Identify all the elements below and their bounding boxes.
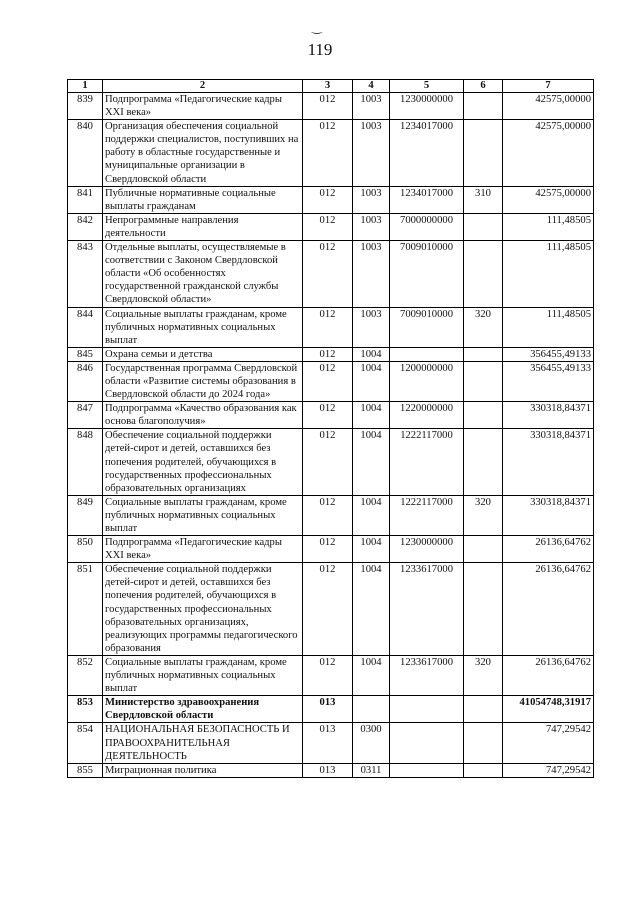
header-row	[68, 80, 594, 93]
row-amount: 111,48505	[503, 307, 594, 347]
row-expense-code	[464, 536, 503, 563]
table-row	[68, 763, 594, 777]
table-row	[68, 495, 594, 535]
row-name: Охрана семьи и детства	[103, 347, 303, 361]
header-col-6: 6	[464, 80, 503, 93]
row-expense-code	[464, 213, 503, 240]
row-number: 849	[68, 495, 103, 535]
row-name: Подпрограмма «Педагогические кадры XXI века»	[103, 93, 303, 120]
table-row	[68, 361, 594, 401]
row-ministry-code: 012	[303, 536, 353, 563]
table-row	[68, 213, 594, 240]
row-ministry-code: 012	[303, 307, 353, 347]
table-row	[68, 723, 594, 763]
row-target-code: 1230000000	[390, 93, 464, 120]
row-number: 854	[68, 723, 103, 763]
row-expense-code	[464, 429, 503, 495]
row-name: Подпрограмма «Качество образования как основа благополучия»	[103, 402, 303, 429]
table-row	[68, 307, 594, 347]
row-target-code	[390, 347, 464, 361]
row-name: Отдельные выплаты, осуществляемые в соответствии с Законом Свердловской области «Об особенностях государственной гражданской службы Свердловской области»	[103, 241, 303, 307]
row-ministry-code: 012	[303, 495, 353, 535]
row-target-code: 1234017000	[390, 186, 464, 213]
row-target-code: 1230000000	[390, 536, 464, 563]
row-expense-code	[464, 763, 503, 777]
row-amount: 330318,84371	[503, 429, 594, 495]
row-number: 850	[68, 536, 103, 563]
row-name: Социальные выплаты гражданам, кроме публичных нормативных социальных выплат	[103, 495, 303, 535]
row-amount: 42575,00000	[503, 186, 594, 213]
table-row	[68, 563, 594, 656]
table-row	[68, 536, 594, 563]
row-target-code: 1200000000	[390, 361, 464, 401]
row-amount: 42575,00000	[503, 93, 594, 120]
row-target-code: 7000000000	[390, 213, 464, 240]
row-target-code: 1234017000	[390, 120, 464, 186]
row-number: 843	[68, 241, 103, 307]
header-col-4: 4	[353, 80, 390, 93]
row-number: 839	[68, 93, 103, 120]
row-section-code: 1003	[353, 241, 390, 307]
row-name: Публичные нормативные социальные выплаты гражданам	[103, 186, 303, 213]
row-ministry-code: 012	[303, 402, 353, 429]
row-expense-code: 320	[464, 307, 503, 347]
row-ministry-code: 012	[303, 213, 353, 240]
row-ministry-code: 012	[303, 120, 353, 186]
row-number: 852	[68, 655, 103, 695]
row-name: Организация обеспечения социальной поддержки специалистов, поступивших на работу в областные государственные и муниципальные организации в Свердловской области	[103, 120, 303, 186]
row-name: Министерство здравоохранения Свердловской области	[103, 696, 303, 723]
row-number: 853	[68, 696, 103, 723]
row-section-code: 1003	[353, 93, 390, 120]
row-amount: 330318,84371	[503, 495, 594, 535]
row-name: Обеспечение социальной поддержки детей-сирот и детей, оставшихся без попечения родителей, обучающихся в государственных профессиональных образовательных организациях	[103, 429, 303, 495]
row-section-code: 1003	[353, 213, 390, 240]
row-amount: 111,48505	[503, 241, 594, 307]
row-section-code: 1004	[353, 536, 390, 563]
row-section-code: 1004	[353, 563, 390, 656]
table-row	[68, 347, 594, 361]
row-expense-code: 320	[464, 495, 503, 535]
row-amount: 26136,64762	[503, 563, 594, 656]
row-name: Миграционная политика	[103, 763, 303, 777]
row-target-code: 1233617000	[390, 563, 464, 656]
row-section-code: 1003	[353, 186, 390, 213]
row-expense-code	[464, 347, 503, 361]
row-name: Подпрограмма «Педагогические кадры XXI века»	[103, 536, 303, 563]
row-number: 840	[68, 120, 103, 186]
row-amount: 111,48505	[503, 213, 594, 240]
table-row	[68, 655, 594, 695]
row-section-code: 1003	[353, 120, 390, 186]
row-ministry-code: 012	[303, 361, 353, 401]
row-target-code	[390, 696, 464, 723]
row-expense-code: 320	[464, 655, 503, 695]
table-row	[68, 429, 594, 495]
row-target-code: 7009010000	[390, 307, 464, 347]
row-target-code: 7009010000	[390, 241, 464, 307]
header-col-3: 3	[303, 80, 353, 93]
row-amount: 42575,00000	[503, 120, 594, 186]
row-section-code: 1004	[353, 495, 390, 535]
table-row	[68, 93, 594, 120]
row-name: Непрограммные направления деятельности	[103, 213, 303, 240]
header-col-5: 5	[390, 80, 464, 93]
table-row	[68, 241, 594, 307]
row-number: 845	[68, 347, 103, 361]
table-row	[68, 402, 594, 429]
row-section-code	[353, 696, 390, 723]
row-expense-code	[464, 402, 503, 429]
row-ministry-code: 013	[303, 723, 353, 763]
row-ministry-code: 012	[303, 186, 353, 213]
header-col-2: 2	[103, 80, 303, 93]
row-amount: 26136,64762	[503, 536, 594, 563]
row-expense-code	[464, 120, 503, 186]
row-name: Социальные выплаты гражданам, кроме публичных нормативных социальных выплат	[103, 307, 303, 347]
row-section-code: 0300	[353, 723, 390, 763]
row-expense-code: 310	[464, 186, 503, 213]
row-number: 848	[68, 429, 103, 495]
row-target-code: 1222117000	[390, 429, 464, 495]
row-ministry-code: 012	[303, 429, 353, 495]
row-target-code: 1220000000	[390, 402, 464, 429]
row-section-code: 1003	[353, 307, 390, 347]
row-expense-code	[464, 93, 503, 120]
row-number: 846	[68, 361, 103, 401]
row-expense-code	[464, 241, 503, 307]
header-col-7: 7	[503, 80, 594, 93]
row-ministry-code: 013	[303, 696, 353, 723]
row-amount: 41054748,31917	[503, 696, 594, 723]
table-row	[68, 186, 594, 213]
row-section-code: 1004	[353, 402, 390, 429]
table-row	[68, 696, 594, 723]
row-expense-code	[464, 361, 503, 401]
row-target-code	[390, 763, 464, 777]
row-section-code: 0311	[353, 763, 390, 777]
row-amount: 356455,49133	[503, 347, 594, 361]
row-amount: 356455,49133	[503, 361, 594, 401]
row-number: 842	[68, 213, 103, 240]
row-number: 855	[68, 763, 103, 777]
row-number: 847	[68, 402, 103, 429]
row-amount: 747,29542	[503, 723, 594, 763]
row-amount: 330318,84371	[503, 402, 594, 429]
row-amount: 747,29542	[503, 763, 594, 777]
page-number: 119	[307, 40, 333, 59]
table-row	[68, 120, 594, 186]
row-target-code: 1233617000	[390, 655, 464, 695]
row-target-code	[390, 723, 464, 763]
row-ministry-code: 012	[303, 563, 353, 656]
row-amount: 26136,64762	[503, 655, 594, 695]
row-section-code: 1004	[353, 429, 390, 495]
row-expense-code	[464, 563, 503, 656]
row-name: Обеспечение социальной поддержки детей-сирот и детей, оставшихся без попечения родителей, обучающихся в государственных профессиональных образовательных организациях, реализующих программы педагогического образования	[103, 563, 303, 656]
row-ministry-code: 012	[303, 347, 353, 361]
row-ministry-code: 013	[303, 763, 353, 777]
row-name: Государственная программа Свердловской области «Развитие системы образования в Свердловской области до 2024 года»	[103, 361, 303, 401]
row-section-code: 1004	[353, 361, 390, 401]
row-ministry-code: 012	[303, 93, 353, 120]
row-section-code: 1004	[353, 347, 390, 361]
row-name: НАЦИОНАЛЬНАЯ БЕЗОПАСНОСТЬ И ПРАВООХРАНИТЕЛЬНАЯ ДЕЯТЕЛЬНОСТЬ	[103, 723, 303, 763]
budget-table	[67, 79, 594, 778]
header-col-1: 1	[68, 80, 103, 93]
row-expense-code	[464, 723, 503, 763]
row-expense-code	[464, 696, 503, 723]
page-mark: ‿	[312, 20, 322, 34]
row-target-code: 1222117000	[390, 495, 464, 535]
row-number: 851	[68, 563, 103, 656]
row-number: 841	[68, 186, 103, 213]
row-ministry-code: 012	[303, 241, 353, 307]
row-ministry-code: 012	[303, 655, 353, 695]
row-section-code: 1004	[353, 655, 390, 695]
row-number: 844	[68, 307, 103, 347]
row-name: Социальные выплаты гражданам, кроме публичных нормативных социальных выплат	[103, 655, 303, 695]
